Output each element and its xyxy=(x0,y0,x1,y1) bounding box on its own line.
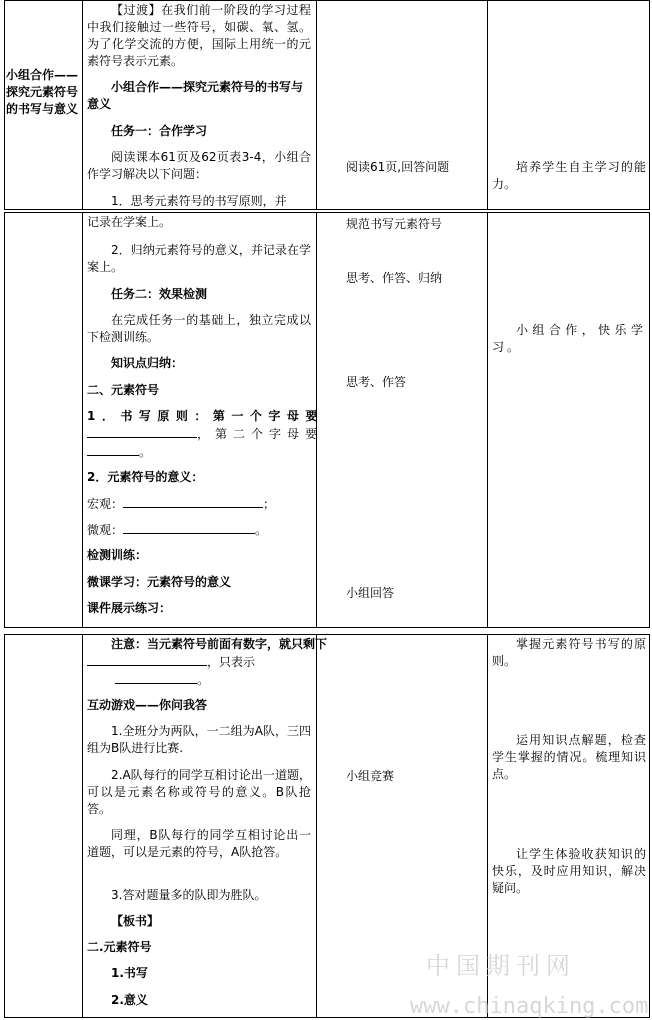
writing-rule-item xyxy=(87,408,324,461)
game-heading: 互动游戏——你问我答 xyxy=(87,698,208,712)
lesson-table-block-2 xyxy=(4,212,650,628)
practice-heading: 检测训练： xyxy=(87,548,148,562)
design-intent-2: 运用知识点解题，检查学生掌握的情况。梳理知识点。 xyxy=(492,733,646,781)
design-intent: 小组合作，快乐学习。 xyxy=(492,323,646,354)
game-rule-3: 3.答对题量多的队即为胜队。 xyxy=(111,888,267,902)
second-letter-blank xyxy=(87,443,139,456)
student-activity-column xyxy=(317,1,488,209)
note-text-2: ，只表示 xyxy=(207,655,256,669)
board-item-2: 2.意义 xyxy=(111,993,148,1007)
student-activity-4: 小组回答 xyxy=(346,586,395,600)
period: 。 xyxy=(139,445,152,459)
task-two-heading: 任务二：效果检测 xyxy=(111,287,208,301)
micro-blank xyxy=(123,521,255,534)
design-intent-column xyxy=(488,1,651,209)
macro-blank xyxy=(123,495,263,508)
micro-lesson-heading: 微课学习：元素符号的意义 xyxy=(87,575,232,589)
micro-label: 微观： xyxy=(87,523,124,537)
element-symbol-heading: 二、元素符号 xyxy=(87,383,160,397)
semicolon: ； xyxy=(263,497,276,511)
knowledge-summary-heading: 知识点归纳： xyxy=(111,356,184,370)
teacher-activity-column xyxy=(83,213,324,627)
question-one: 1．思考元素符号的书写原则，并 xyxy=(111,194,287,208)
task-one-heading: 任务一：合作学习 xyxy=(111,124,208,138)
period: 。 xyxy=(255,523,268,537)
second-letter-label: ，第二个字母要 xyxy=(197,427,324,441)
first-letter-blank xyxy=(87,425,197,438)
teacher-activity-column xyxy=(83,1,317,209)
transition-paragraph: 【过渡】在我们前一阶段的学习过程中我们接触过一些符号，如碳、氧、氢。为了化学交流的方便，国际上用统一的元素符号表示元素。 xyxy=(87,3,311,68)
stage-title: 小组合作——探究元素符号的书写与意义 xyxy=(6,68,79,116)
watermark-url: www.chinaqking.com xyxy=(410,994,649,1019)
student-activity-column xyxy=(317,213,488,627)
watermark-chinese: 中国期刊网 xyxy=(426,952,576,980)
symbol-meaning-heading: 2．元素符号的意义： xyxy=(87,470,204,484)
note-text: 注意：当元素符号前面有数字，就只剩下 xyxy=(111,637,328,651)
note-blank-2 xyxy=(115,671,197,684)
stage-column xyxy=(5,213,83,627)
design-intent: 培养学生自主学习的能力。 xyxy=(492,160,646,191)
task-two-instruction: 在完成任务一的基础上，独立完成以下检测训练。 xyxy=(87,313,311,344)
macro-label: 宏观： xyxy=(87,497,124,511)
reading-instruction: 阅读课本61页及62页表3-4，小组合作学习解决以下问题： xyxy=(87,150,311,181)
period: 。 xyxy=(197,673,210,687)
board-title: 二.元素符号 xyxy=(87,940,152,954)
design-intent-column xyxy=(488,213,651,627)
board-item-1: 1.书写 xyxy=(111,966,148,980)
student-activity: 阅读61页,回答问题 xyxy=(346,160,450,174)
design-intent-3: 让学生体验收获知识的快乐，及时应用知识，解决疑问。 xyxy=(492,847,646,895)
lesson-table-block-1 xyxy=(4,0,650,210)
board-heading: 【板书】 xyxy=(111,914,160,928)
note-paragraph xyxy=(87,636,328,689)
student-activity-3: 思考、作答 xyxy=(346,375,407,389)
macro-meaning-item xyxy=(87,495,311,513)
game-rule-1: 1.全班分为两队，一二组为A队，三四组为B队进行比赛. xyxy=(87,724,311,755)
section-heading: 小组合作——探究元素符号的书写与意义 xyxy=(87,80,304,111)
slide-exercise-heading: 课件展示练习： xyxy=(87,601,172,615)
micro-meaning-item xyxy=(87,521,311,539)
question-one-continued: 记录在学案上。 xyxy=(87,215,172,229)
student-activity-2: 思考、作答、归纳 xyxy=(346,271,443,285)
game-rule-2b: 同理，B队每行的同学互相讨论出一道题，可以是元素的符号，A队抢答。 xyxy=(87,828,311,859)
question-two: 2．归纳元素符号的意义，并记录在学案上。 xyxy=(87,243,311,274)
student-activity: 小组竞赛 xyxy=(346,769,395,783)
teacher-activity-column xyxy=(83,635,328,1017)
game-rule-2: 2.A队每行的同学互相讨论出一道题，可以是元素名称或符号的意义。B队抢答。 xyxy=(87,768,311,816)
student-activity-1: 规范书写元素符号 xyxy=(346,217,443,231)
writing-rule-label: 1．书写原则：第一个字母要 xyxy=(87,409,324,423)
stage-column xyxy=(5,635,83,1017)
design-intent-1: 掌握元素符号书写的原则。 xyxy=(492,637,646,668)
note-blank-1 xyxy=(87,653,207,666)
stage-column xyxy=(5,1,83,209)
